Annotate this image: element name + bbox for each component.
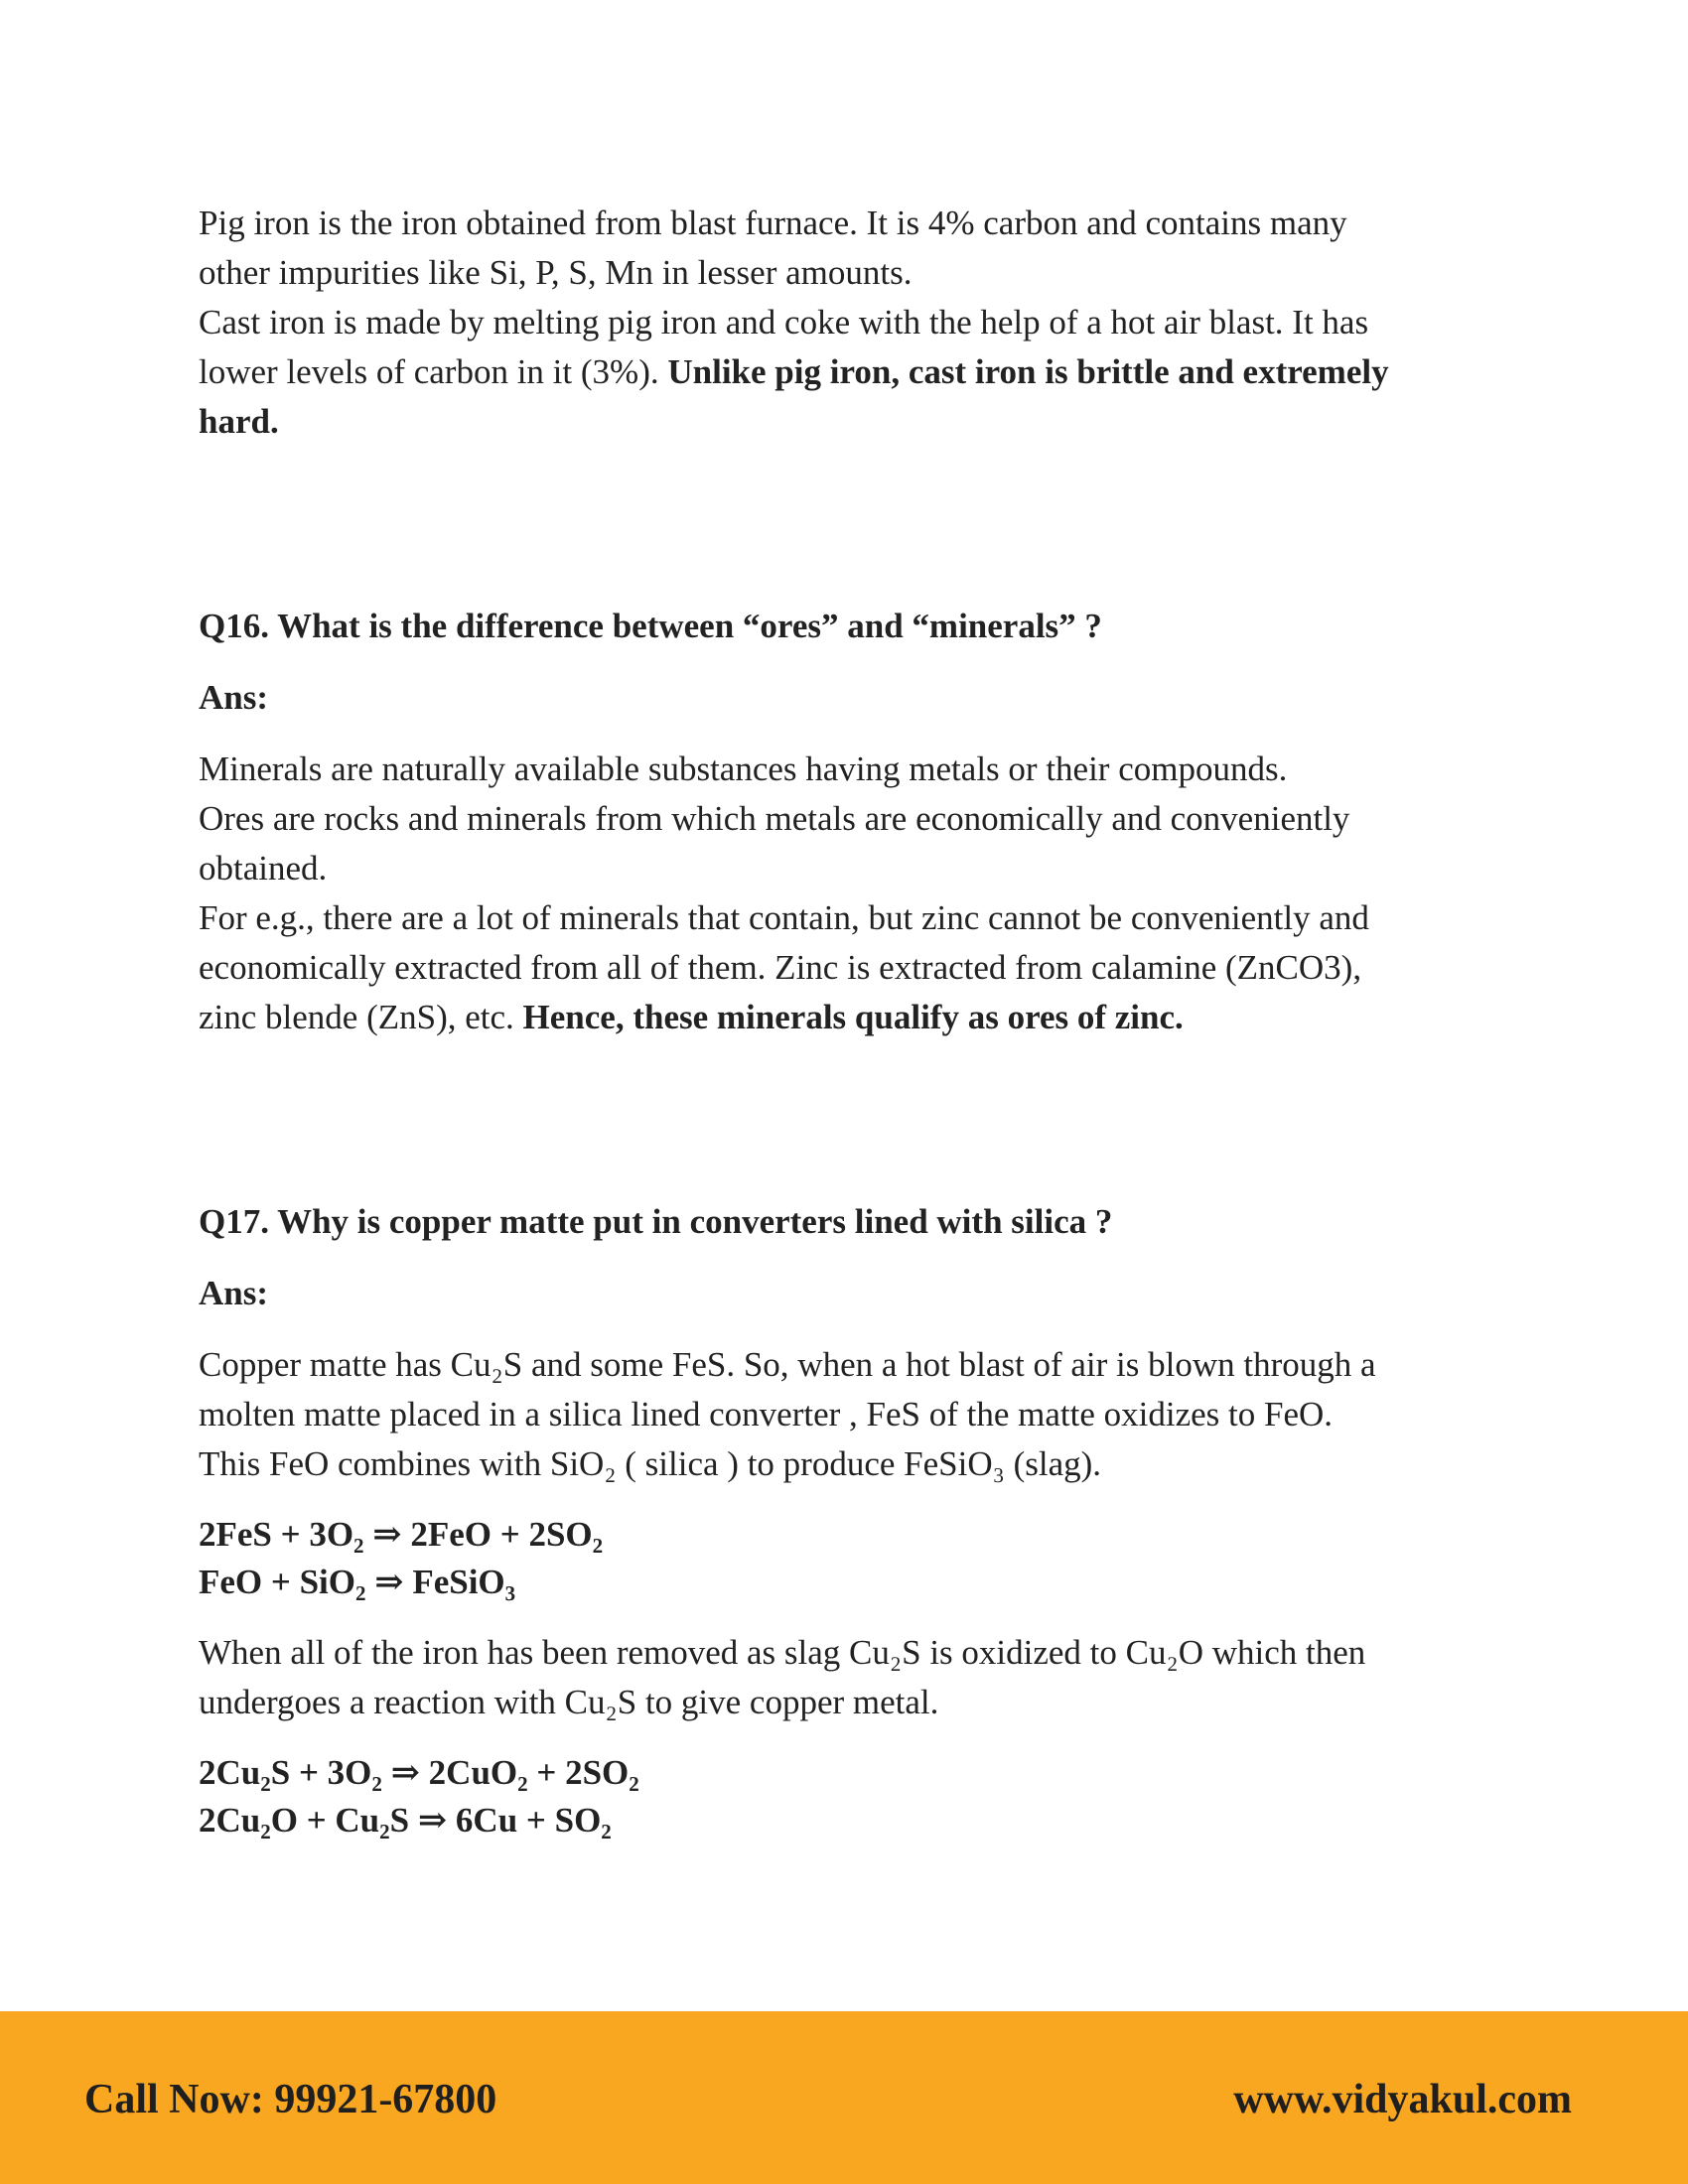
text-line: Cast iron is made by melting pig iron and coke with the help of a hot air blast. It has [199,303,1369,341]
equation-block [199,1511,1509,1606]
text-line: This FeO combines with SiO₂ ( silica ) to produce FeSiO₃ (slag). [199,1444,1102,1483]
text-line: When all of the iron has been removed as slag Cu₂S is oxidized to Cu₂O which then [199,1633,1366,1672]
pig-cast-iron-paragraph [199,199,1509,447]
chemical-equation: FeO + SiO₂ ⇒ FeSiO₃ [199,1563,516,1601]
question-heading: Q16. What is the difference between “ores” and “minerals” ? [199,607,1102,645]
text-line [199,347,1509,397]
answer-body [199,745,1509,1042]
website-link[interactable]: www.vidyakul.com [1233,2077,1572,2122]
text-line: other impurities like Si, P, S, Mn in lesser amounts. [199,253,913,292]
chemical-equation: 2FeS + 3O₂ ⇒ 2FeO + 2SO₂ [199,1515,604,1554]
equation-block [199,1749,1509,1844]
text-line: undergoes a reaction with Cu₂S to give copper metal. [199,1683,939,1721]
chemical-equation: 2Cu₂S + 3O₂ ⇒ 2CuO₂ + 2SO₂ [199,1753,639,1792]
answer-body [199,1628,1509,1727]
q16-section [199,602,1509,1042]
footer-bar [0,2011,1688,2184]
text-line: Ores are rocks and minerals from which metals are economically and conveniently [199,799,1350,838]
answer-label: Ans: [199,1274,269,1312]
text-line: hard. [199,402,279,441]
call-now-text: Call Now: 99921-67800 [84,2077,497,2122]
text-line: Copper matte has Cu₂S and some FeS. So, when a hot blast of air is blown through a [199,1345,1376,1384]
text-plain: lower levels of carbon in it (3%). [199,352,668,391]
q17-section [199,1197,1509,1844]
chemical-equation: 2Cu₂O + Cu₂S ⇒ 6Cu + SO₂ [199,1801,612,1840]
page-content [199,199,1509,1844]
text-line: Pig iron is the iron obtained from blast furnace. It is 4% carbon and contains many [199,204,1347,242]
text-line: obtained. [199,849,328,887]
text-line: Minerals are naturally available substances having metals or their compounds. [199,750,1288,788]
question-heading: Q17. Why is copper matte put in converters lined with silica ? [199,1202,1113,1241]
text-line: For e.g., there are a lot of minerals that contain, but zinc cannot be conveniently and [199,898,1369,937]
text-line [199,993,1509,1042]
answer-body [199,1340,1509,1489]
text-line: economically extracted from all of them. Zinc is extracted from calamine (ZnCO3), [199,948,1362,987]
text-plain: zinc blende (ZnS), etc. [199,998,523,1036]
answer-label: Ans: [199,678,269,717]
text-line: molten matte placed in a silica lined converter , FeS of the matte oxidizes to FeO. [199,1395,1334,1433]
text-bold: Hence, these minerals qualify as ores of zinc. [522,998,1184,1036]
text-bold: Unlike pig iron, cast iron is brittle and extremely [667,352,1389,391]
